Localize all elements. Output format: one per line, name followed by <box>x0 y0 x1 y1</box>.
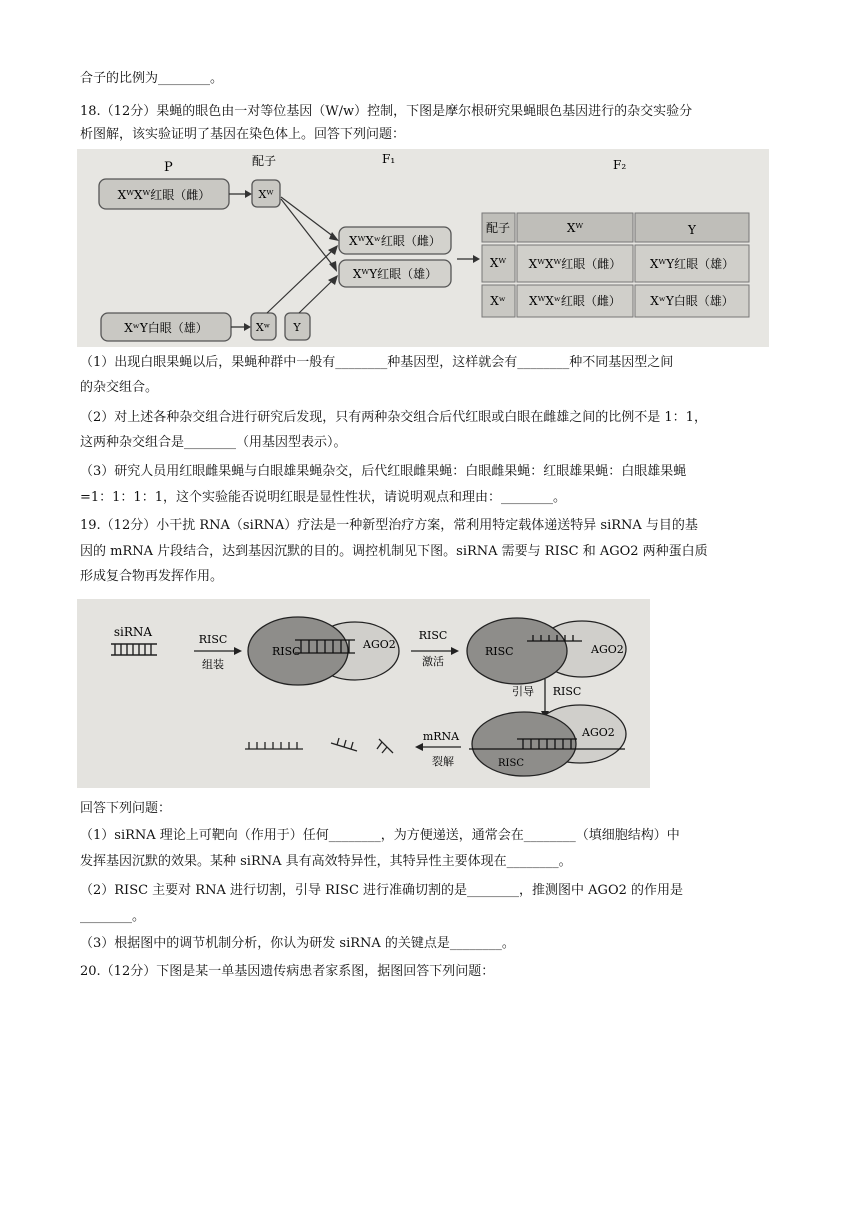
label-f2: F₂ <box>613 158 627 172</box>
ago2-label: AGO2 <box>591 643 624 656</box>
degrade-label: 裂解 <box>432 755 454 768</box>
label-gamete: 配子 <box>252 154 277 168</box>
q18-part3-cont: =1：1：1：1，这个实验能否说明红眼是显性性状，请说明观点和理由：________。 <box>80 490 566 505</box>
table-cell: XᵂXʷ红眼（雌） <box>529 294 621 308</box>
table-cell: XᵂXᵂ红眼（雌） <box>528 257 622 271</box>
table-cell: XᵂY红眼（雄） <box>649 257 735 271</box>
question-18-stem-cont: 析图解，该实验证明了基因在染色体上。回答下列问题： <box>80 127 406 142</box>
q19-part2-cont: ________。 <box>80 909 146 924</box>
f2-table <box>482 213 749 317</box>
mrna-label: mRNA <box>422 730 460 743</box>
risc-assemble-label: RISC <box>198 633 228 646</box>
sirna-label: siRNA <box>113 625 153 639</box>
gamete-y-label: Y <box>293 321 301 334</box>
label-f1: F₁ <box>382 152 396 166</box>
q19-intro: 回答下列问题： <box>80 801 172 816</box>
q19-part2: （2）RISC 主要对 RNA 进行切割，引导 RISC 进行准确切割的是________，推测图中 AGO2 的作用是 <box>80 883 684 898</box>
table-cell: Xᵂ <box>489 256 507 270</box>
label-p: P <box>164 160 173 175</box>
question-18-stem: 18.（12分）果蝇的眼色由一对等位基因（W/w）控制，下图是摩尔根研究果蝇眼色基因进行的杂交实验分 <box>80 104 693 119</box>
q18-part2: （2）对上述各种杂交组合进行研究后发现，只有两种杂交组合后代红眼或白眼在雌雄之间的比例不是 1：1， <box>80 410 707 425</box>
table-cell: Xʷ <box>490 294 506 308</box>
question-19-stem-cont: 形成复合物再发挥作用。 <box>80 569 224 584</box>
text-line: 合子的比例为________。 <box>80 71 224 86</box>
p-male-label: XʷY白眼（雄） <box>124 321 208 335</box>
risc-activate-label: RISC <box>418 629 448 642</box>
f1-male-label: XᵂY红眼（雄） <box>352 267 438 281</box>
q18-part1-cont: 的杂交组合。 <box>80 380 159 395</box>
question-19-stem: 19.（12分）小干扰 RNA（siRNA）疗法是一种新型治疗方案，常利用特定载体递送特异 siRNA 与目的基 <box>80 518 698 533</box>
q19-part3: （3）根据图中的调节机制分析，你认为研发 siRNA 的关键点是________。 <box>80 936 515 951</box>
q18-part2-cont: 这两种杂交组合是________（用基因型表示）。 <box>80 435 347 450</box>
f1-female-label: XᵂXʷ红眼（雌） <box>349 234 441 248</box>
table-header-cell: 配子 <box>485 221 511 235</box>
q19-part1-cont: 发挥基因沉默的效果。某种 siRNA 具有高效特异性，其特异性主要体现在________。 <box>80 854 572 869</box>
risc-label: RISC <box>272 645 301 658</box>
guide-label: 引导 <box>512 685 534 698</box>
sirna-mechanism-diagram <box>77 599 650 788</box>
ago2-label: AGO2 <box>363 638 396 651</box>
ago2-label: AGO2 <box>582 726 615 739</box>
gamete-xw-label: Xᵂ <box>258 188 274 201</box>
p-female-label: XᵂXᵂ红眼（雌） <box>117 188 211 202</box>
q18-part1: （1）出现白眼果蝇以后，果蝇种群中一般有________种基因型，这样就会有________种不同基因型之间 <box>80 355 674 370</box>
q18-part3: （3）研究人员用红眼雌果蝇与白眼雄果蝇杂交，后代红眼雌果蝇：白眼雌果蝇：红眼雄果蝇：白眼雄果蝇 <box>80 464 687 479</box>
q19-part1: （1）siRNA 理论上可靶向（作用于）任何________，为方便递送，通常会在________（填细胞结构）中 <box>80 828 680 843</box>
table-header-cell: Xᵂ <box>566 221 584 235</box>
risc-label: RISC <box>498 758 524 769</box>
activate-label: 激活 <box>422 655 444 668</box>
risc-label: RISC <box>485 645 514 658</box>
question-19-stem-cont: 因的 mRNA 片段结合，达到基因沉默的目的。调控机制见下图。siRNA 需要与 RISC 和 AGO2 两种蛋白质 <box>80 544 708 559</box>
gamete-xw-small-label: Xʷ <box>255 321 271 334</box>
table-header-cell: Y <box>688 223 696 237</box>
cross-diagram <box>77 149 769 347</box>
assemble-label: 组装 <box>202 658 224 671</box>
table-cell: XʷY白眼（雄） <box>650 294 734 308</box>
question-20-stem: 20.（12分）下图是某一单基因遗传病患者家系图，据图回答下列问题： <box>80 964 495 979</box>
guide-risc-label: RISC <box>552 685 582 698</box>
